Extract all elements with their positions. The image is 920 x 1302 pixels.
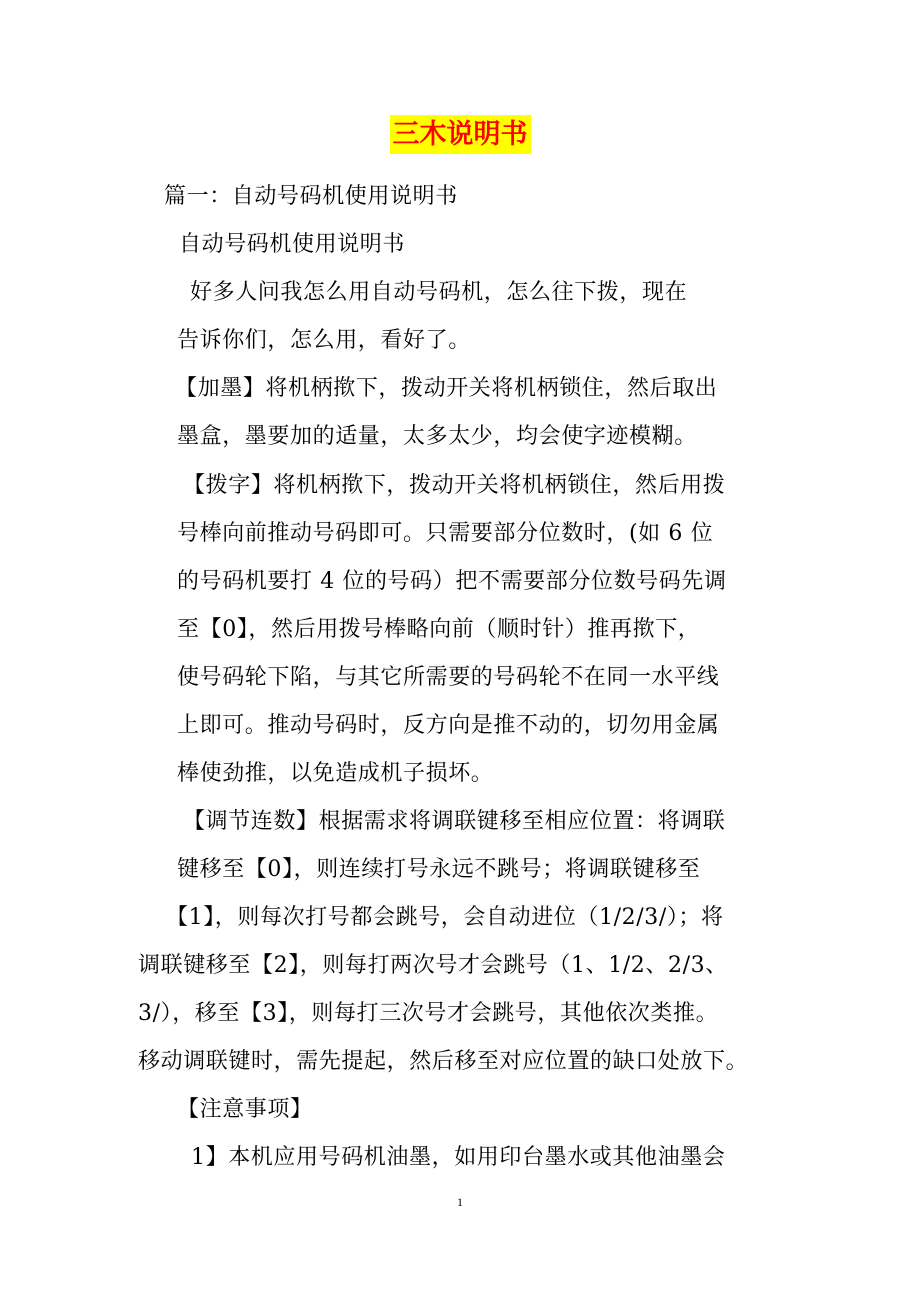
body-line: 告诉你们，怎么用，看好了。 bbox=[177, 328, 471, 353]
body-line: 【注意事项】 bbox=[177, 1097, 313, 1122]
page-title bbox=[0, 112, 920, 158]
body-line: 上即可。推动号码时，反方向是推不动的，切勿用金属 bbox=[177, 713, 720, 738]
body-line: 【调节连数】根据需求将调联键移至相应位置：将调联 bbox=[183, 809, 726, 834]
page-title-text: 三木说明书 bbox=[390, 115, 531, 154]
body-line: 好多人问我怎么用自动号码机，怎么往下拨，现在 bbox=[190, 280, 688, 305]
body-line: 【拨字】将机柄揿下，拨动开关将机柄锁住，然后用拨 bbox=[183, 473, 726, 498]
body-line: 【加墨】将机柄揿下，拨动开关将机柄锁住，然后取出 bbox=[175, 376, 718, 401]
body-line: 键移至【0】，则连续打号永远不跳号；将调联键移至 bbox=[177, 857, 701, 882]
body-line: 棒使劲推，以免造成机子损坏。 bbox=[177, 761, 494, 786]
body-line: 号棒向前推动号码即可。只需要部分位数时，(如 6 位 bbox=[177, 521, 714, 546]
page-number: 1 bbox=[457, 1195, 463, 1209]
body-line: 的号码机要打 4 位的号码）把不需要部分位数号码先调 bbox=[177, 569, 727, 594]
body-line: 自动号码机使用说明书 bbox=[179, 232, 406, 257]
body-line: 3/），移至【3】，则每打三次号才会跳号，其他依次类推。 bbox=[138, 1001, 719, 1026]
body-line: 移动调联键时，需先提起，然后移至对应位置的缺口处放下。 bbox=[138, 1049, 749, 1074]
body-line: 调联键移至【2】，则每打两次号才会跳号（1、1/2、2/3、 bbox=[138, 953, 728, 978]
body-line: 【1】，则每次打号都会跳号，会自动进位（1/2/3/）；将 bbox=[166, 905, 724, 930]
body-line: 至【0】，然后用拨号棒略向前（顺时针）推再揿下， bbox=[177, 617, 701, 642]
body-line: 篇一：自动号码机使用说明书 bbox=[164, 184, 458, 209]
body-line: 使号码轮下陷，与其它所需要的号码轮不在同一水平线 bbox=[177, 665, 720, 690]
body-line: 1】本机应用号码机油墨，如用印台墨水或其他油墨会 bbox=[191, 1145, 726, 1170]
body-line: 墨盒，墨要加的适量，太多太少，均会使字迹模糊。 bbox=[177, 424, 697, 449]
